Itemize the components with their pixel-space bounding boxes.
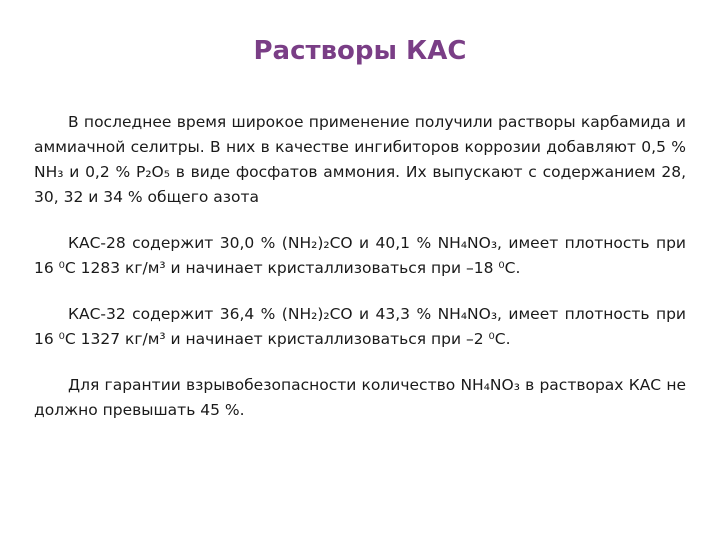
- slide-title: Растворы КАС: [253, 36, 467, 66]
- slide-body: [34, 110, 686, 423]
- paragraph-safety: Для гарантии взрывобезопасности количество NH₄NO₃ в растворах КАС не должно превышать 45 %.: [34, 376, 686, 419]
- paragraph-kas-28: КАС-28 содержит 30,0 % (NH₂)₂CO и 40,1 % NH₄NO₃, имеет плотность при 16 ⁰С 1283 кг/м³ и начинает кристаллизоваться при –18 ⁰С.: [34, 234, 686, 277]
- paragraph-kas-32: КАС-32 содержит 36,4 % (NH₂)₂CO и 43,3 % NH₄NO₃, имеет плотность при 16 ⁰С 1327 кг/м³ и начинает кристаллизоваться при –2 ⁰С.: [34, 305, 686, 348]
- paragraph-intro: В последнее время широкое применение получили растворы карбамида и аммиачной селитры. В них в качестве ингибиторов коррозии добавляют 0,5 % NH₃ и 0,2 % P₂O₅ в виде фосфатов аммония. Их выпускают с содержанием 28, 30, 32 и 34 % общего азота: [34, 113, 686, 206]
